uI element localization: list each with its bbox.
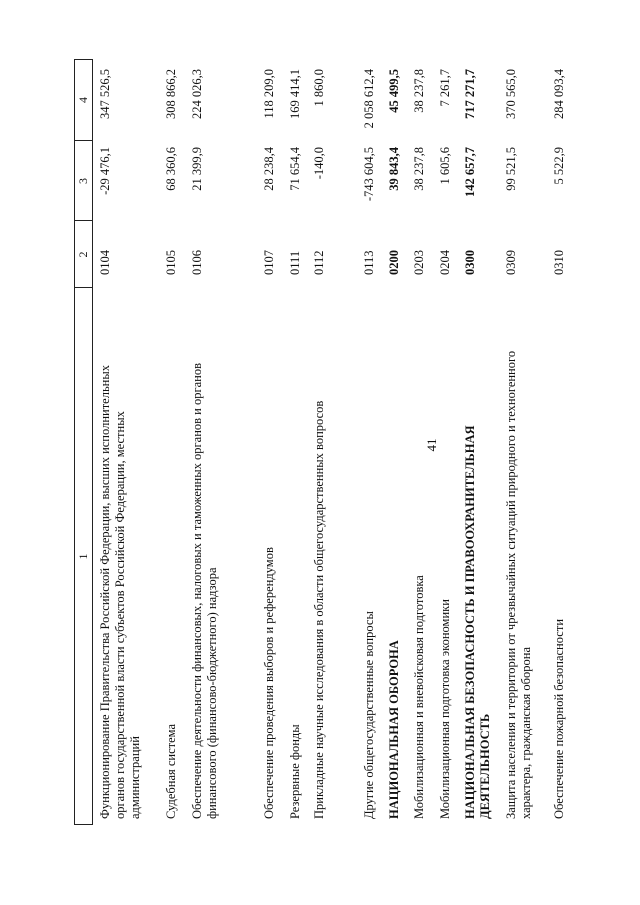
row-col3: 5 522,9 [552, 147, 566, 185]
row-code: 0113 [362, 250, 376, 275]
row-col4: 38 237,8 [412, 69, 426, 113]
row-name: Прикладные научные исследования в области общегосударственных вопросов [312, 400, 326, 819]
budget-table [74, 59, 640, 825]
row-name: Обеспечение проведения выборов и референдумов [262, 547, 276, 819]
row-col3: -29 476,1 [98, 147, 112, 195]
row-name: Резервные фонды [288, 724, 302, 819]
row-col3: -140,0 [312, 147, 326, 180]
row-name: НАЦИОНАЛЬНАЯ ОБОРОНА [387, 640, 401, 819]
row-col4: 347 526,5 [98, 69, 112, 119]
header-col-3: 3 [76, 178, 90, 184]
row-code: 0104 [98, 250, 112, 275]
row-code: 0204 [438, 250, 452, 275]
row-name: Функционирование Правительства Российской Федерации, высших исполнительных органов государственной власти субъектов Российской Федерации, местных администраций [98, 365, 142, 819]
row-code: 0112 [312, 250, 326, 275]
row-col4: 717 271,7 [463, 69, 477, 119]
row-col3: 142 657,7 [463, 147, 477, 197]
row-col4: 284 093,4 [552, 69, 566, 119]
row-col4: 118 209,0 [262, 69, 276, 119]
row-code: 0107 [262, 250, 276, 275]
row-col3: 68 360,6 [164, 147, 178, 191]
row-col3: 99 521,5 [504, 147, 518, 191]
row-col3: 1 605,6 [438, 147, 452, 185]
row-col4: 1 860,0 [312, 69, 326, 107]
row-col4: 7 261,7 [438, 69, 452, 107]
row-col4: 224 026,3 [190, 69, 204, 119]
row-col3: 71 654,4 [288, 147, 302, 191]
header-col-2: 2 [76, 251, 90, 258]
row-name: Другие общегосударственные вопросы [362, 611, 376, 819]
row-name: Защита населения и территории от чрезвычайных ситуаций природного и техногенного характера, гражданская оборона [504, 350, 533, 819]
row-code: 0310 [552, 250, 566, 275]
row-code: 0309 [504, 250, 518, 275]
row-name: НАЦИОНАЛЬНАЯ БЕЗОПАСНОСТЬ И ПРАВООХРАНИТЕЛЬНАЯ ДЕЯТЕЛЬНОСТЬ [463, 425, 492, 819]
row-col3: 39 843,4 [387, 147, 401, 191]
row-name: Мобилизационная и вневойсковая подготовка [412, 575, 426, 819]
header-col-4: 4 [76, 97, 90, 103]
row-col3: 38 237,8 [412, 147, 426, 191]
row-name: Обеспечение деятельности финансовых, налоговых и таможенных органов и органов финансового (финансово-бюджетного) надзора [190, 363, 219, 819]
row-name: Мобилизационная подготовка экономики [438, 599, 452, 819]
row-col4: 370 565,0 [504, 69, 518, 119]
row-col4: 45 499,5 [387, 69, 401, 113]
row-code: 0111 [288, 250, 302, 275]
row-code: 0106 [190, 250, 204, 275]
row-col4: 169 414,1 [288, 69, 302, 119]
row-code: 0200 [387, 250, 401, 275]
page-number: 41 [424, 438, 439, 452]
header-bottom-border [92, 59, 93, 825]
row-col3: 28 238,4 [262, 147, 276, 191]
row-col3: 21 399,9 [190, 147, 204, 191]
header-col-1: 1 [76, 553, 90, 560]
row-code: 0105 [164, 250, 178, 275]
row-col3: -743 604,5 [362, 147, 376, 202]
row-code: 0300 [463, 250, 477, 275]
row-col4: 2 058 612,4 [362, 69, 376, 129]
row-code: 0203 [412, 250, 426, 275]
row-name: Судебная система [164, 723, 178, 819]
row-col4: 308 866,2 [164, 69, 178, 119]
row-name: Обеспечение пожарной безопасности [552, 618, 566, 819]
